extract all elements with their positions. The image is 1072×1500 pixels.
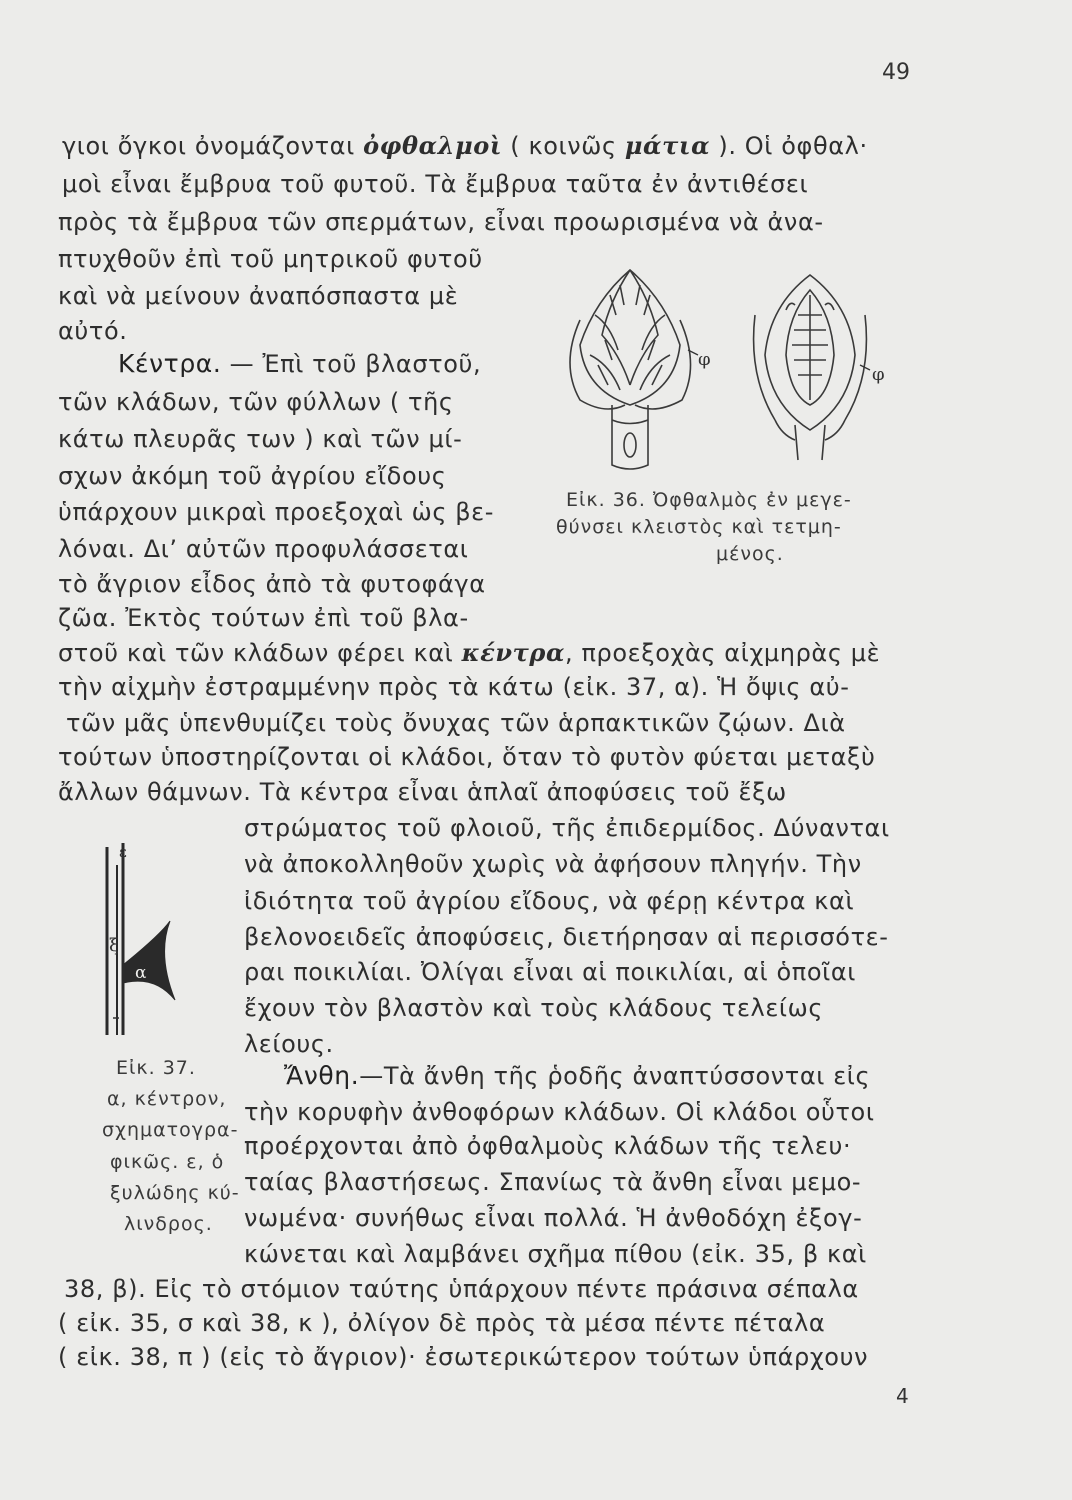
fig36-label-phi-left: φ — [698, 349, 711, 370]
text-line-4: πτυχθοῦν ἐπὶ τοῦ μητρικοῦ φυτοῦ — [58, 245, 483, 273]
text-line-14: ζῶα. Ἐκτὸς τούτων ἐπὶ τοῦ βλα- — [58, 604, 469, 632]
figure-37-caption-line-4: φικῶς. ε, ὁ — [110, 1151, 225, 1173]
text-line-19: ἄλλων θάμνων. Τὰ κέντρα εἶναι ἁπλαῖ ἀποφύσεις τοῦ ἔξω — [58, 778, 787, 806]
text-line-32: κώνεται καὶ λαμβάνει σχῆμα πίθου (εἰκ. 35, β καὶ — [244, 1240, 867, 1268]
text-line-29: προέρχονται ἀπὸ ὀφθαλμοὺς κλάδων τῆς τελευ· — [244, 1132, 852, 1160]
text-line-20: στρώματος τοῦ φλοιοῦ, τῆς ἐπιδερμίδος. Δύνανται — [244, 814, 890, 842]
text-line-17: τῶν μᾶς ὑπενθυμίζει τοὺς ὄνυχας τῶν ἁρπακτικῶν ζῴων. Διὰ — [66, 709, 846, 737]
cut-bud-drawing — [754, 275, 867, 460]
text-line-22: ἰδιότητα τοῦ ἀγρίου εἴδους, νὰ φέρῃ κέντρα καὶ — [244, 887, 855, 915]
text-line-35: ( εἰκ. 38, π ) (εἰς τὸ ἄγριον)· ἐσωτερικώτερον τούτων ὑπάρχουν — [58, 1343, 869, 1371]
figure-37-caption-line-3: σχηματογρα- — [102, 1119, 239, 1141]
signature-number: 4 — [896, 1384, 909, 1408]
text-line-18: τούτων ὑποστηρίζονται οἱ κλάδοι, ὅταν τὸ φυτὸν φύεται μεταξὺ — [58, 743, 876, 771]
figure-37-caption-line-1: Εἰκ. 37. — [116, 1057, 196, 1079]
text-line-26: λείους. — [244, 1030, 334, 1058]
text-line-8: τῶν κλάδων, τῶν φύλλων ( τῆς — [58, 388, 454, 416]
text-line-21: νὰ ἀποκολληθοῦν χωρὶς νὰ ἀφήσουν πληγήν. Τὴν — [244, 850, 862, 878]
text-line-16: τὴν αἰχμὴν ἐστραμμένην πρὸς τὰ κάτω (εἰκ. 37, α). Ἡ ὄψις αὐ- — [58, 673, 850, 701]
section-heading-anthi: Ἄνθη.—Τὰ ἄνθη τῆς ῥοδῆς ἀναπτύσσονται εἰς — [284, 1061, 871, 1090]
fig37-label-epsilon: ε — [119, 843, 127, 861]
text-line-25: ἔχουν τὸν βλαστὸν καὶ τοὺς κλάδους τελείως — [244, 994, 824, 1022]
text-line-6: αὐτό. — [58, 317, 128, 345]
text-line-3: πρὸς τὰ ἔμβρυα τῶν σπερμάτων, εἶναι προωρισμένα νὰ ἀνα- — [58, 208, 824, 236]
closed-bud-drawing — [570, 270, 691, 469]
text-line-31: νωμένα· συνήθως εἶναι πολλά. Ἡ ἀνθοδόχη ἐξογ- — [244, 1204, 863, 1232]
text-line-34: ( εἰκ. 35, σ καὶ 38, κ ), ὀλίγον δὲ πρὸς τὰ μέσα πέντε πέταλα — [58, 1309, 826, 1337]
figure-36-bud-illustration — [550, 255, 930, 490]
text-line-1: γιοι ὄγκοι ὀνομάζονται ὀφθαλμοὶ ( κοινῶς μάτια ). Οἱ ὀφθαλ· — [62, 131, 868, 160]
page-number: 49 — [882, 60, 910, 85]
fig36-label-phi-right: φ — [872, 364, 885, 385]
figure-37-caption-line-5: ξυλώδης κύ- — [110, 1182, 240, 1204]
text-line-24: ραι ποικιλίαι. Ὀλίγαι εἶναι αἱ ποικιλίαι, αἱ ὁποῖαι — [244, 958, 856, 986]
figure-37-caption-line-2: α, κέντρον, — [107, 1088, 227, 1110]
text-line-10: σχων ἀκόμη τοῦ ἀγρίου εἴδους — [58, 462, 447, 490]
text-line-33: 38, β). Εἰς τὸ στόμιον ταύτης ὑπάρχουν πέντε πράσινα σέπαλα — [64, 1275, 859, 1303]
fig37-label-xi: ξ — [109, 935, 119, 956]
fig37-label-alpha: α — [135, 963, 147, 983]
text-line-15: στοῦ καὶ τῶν κλάδων φέρει καὶ κέντρα, προεξοχὰς αἰχμηρὰς μὲ — [58, 638, 881, 667]
figure-36-caption-line-2: θύνσει κλειστὸς καὶ τετμη- — [556, 516, 842, 538]
text-line-11: ὑπάρχουν μικραὶ προεξοχαὶ ὡς βε- — [58, 498, 495, 526]
text-line-2: μοὶ εἶναι ἔμβρυα τοῦ φυτοῦ. Τὰ ἔμβρυα ταῦτα ἐν ἀντιθέσει — [62, 170, 809, 198]
figure-37-thorn-diagram — [95, 835, 205, 1040]
text-line-9: κάτω πλευρᾶς των ) καὶ τῶν μί- — [58, 425, 463, 453]
figure-37-caption-line-6: λινδρος. — [124, 1213, 213, 1235]
text-line-12: λόναι. Δι’ αὐτῶν προφυλάσσεται — [58, 535, 469, 563]
text-line-23: βελονοειδεῖς ἀποφύσεις, διετήρησαν αἱ περισσότε- — [244, 923, 889, 951]
figure-36-caption-line-3: μένος. — [716, 543, 784, 565]
text-line-30: ταίας βλαστήσεως. Σπανίως τὰ ἄνθη εἶναι μεμο- — [244, 1168, 862, 1196]
text-line-28: τὴν κορυφὴν ἀνθοφόρων κλάδων. Οἱ κλάδοι οὗτοι — [244, 1098, 875, 1126]
section-heading-kentra: Κέντρα. — Ἐπὶ τοῦ βλαστοῦ, — [118, 349, 482, 378]
text-line-13: τὸ ἄγριον εἶδος ἀπὸ τὰ φυτοφάγα — [58, 570, 486, 598]
figure-36-caption-line-1: Εἰκ. 36. Ὀφθαλμὸς ἐν μεγε- — [566, 489, 852, 511]
text-line-5: καὶ νὰ μείνουν ἀναπόσπαστα μὲ — [58, 282, 459, 310]
